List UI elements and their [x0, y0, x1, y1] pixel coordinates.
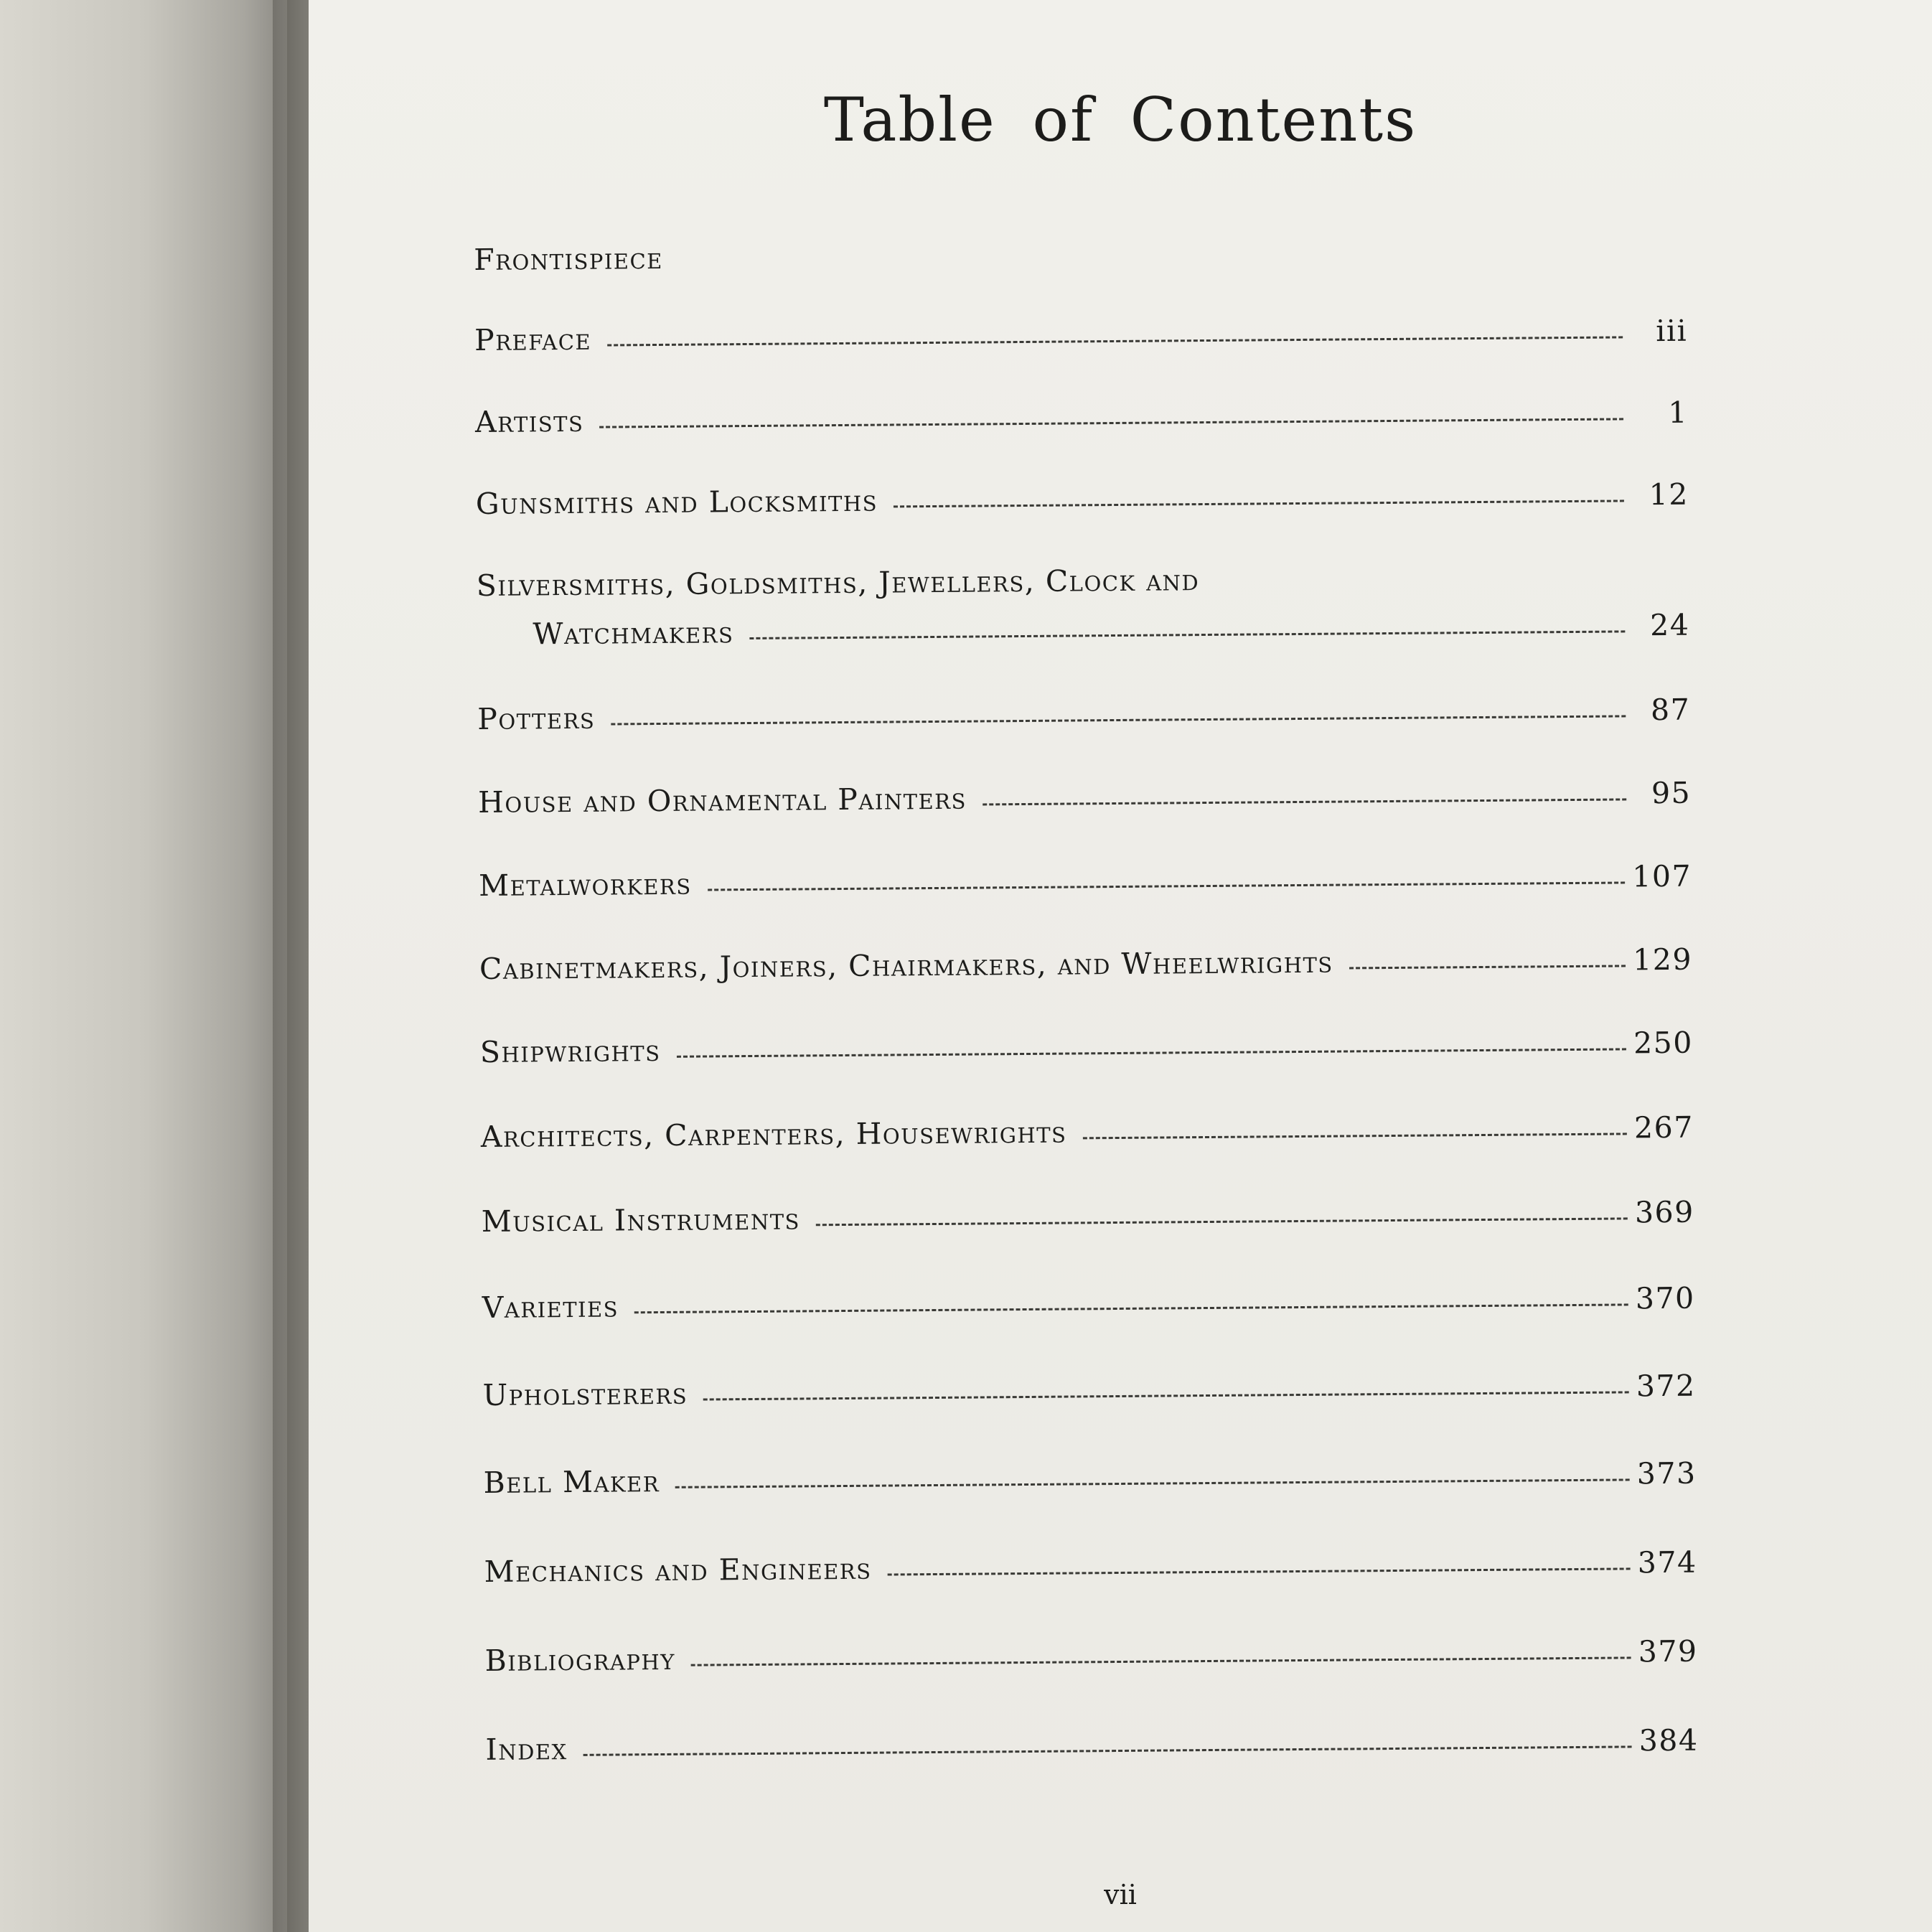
dot-leader [691, 1656, 1631, 1666]
toc-entry-page: 12 [1649, 477, 1689, 512]
toc-entry-page: 379 [1638, 1633, 1698, 1669]
dot-leader [749, 629, 1625, 639]
toc-entry-page: 374 [1637, 1544, 1697, 1580]
toc-entry-label: Bell Maker [483, 1464, 660, 1500]
toc-entry-page: iii [1656, 313, 1688, 349]
toc-entry-silversmiths [477, 559, 1690, 652]
dot-leader [888, 1567, 1631, 1575]
toc-entry-label: Cabinetmakers, Joiners, Chairmakers, and Wheelwrights [479, 944, 1333, 986]
toc-entry-label: Metalworkers [478, 866, 692, 903]
toc-entry-continuation [477, 608, 1689, 652]
dot-leader [1082, 1132, 1627, 1139]
toc-entry-page: 87 [1650, 692, 1691, 728]
toc-list [474, 228, 1699, 1767]
toc-entry-page: 267 [1633, 1110, 1694, 1145]
toc-entry-cabinetmakers [479, 942, 1692, 986]
toc-entry-index [485, 1723, 1698, 1767]
toc-entry-page: 107 [1632, 858, 1692, 894]
toc-entry-label: Musical Instruments [481, 1201, 801, 1239]
dot-leader [599, 417, 1623, 428]
toc-entry-page: 372 [1636, 1368, 1696, 1404]
toc-entry-metalworkers [479, 859, 1692, 903]
toc-entry-painters [478, 776, 1691, 820]
toc-entry-page: 370 [1635, 1280, 1695, 1316]
dot-leader [583, 1745, 1632, 1755]
toc-entry-label: Silversmiths, Goldsmiths, Jewellers, Clock and [476, 563, 1200, 603]
toc-entry-artists [475, 395, 1688, 439]
dot-leader [983, 797, 1626, 805]
toc-entry-label: House and Ornamental Painters [478, 781, 967, 820]
toc-entry-label: Bibliography [484, 1641, 676, 1678]
toc-entry-label: Gunsmiths and Locksmiths [475, 483, 878, 521]
toc-entry-gunsmiths [476, 477, 1689, 521]
toc-entry-mechanics [484, 1545, 1697, 1589]
toc-entry-upholsterers [482, 1369, 1695, 1412]
toc-entry-architects [481, 1110, 1694, 1154]
page-title: Table of Contents [823, 85, 1417, 155]
dot-leader [894, 499, 1624, 507]
toc-entry-page: 95 [1651, 775, 1692, 811]
toc-entry-frontispiece [474, 233, 1687, 277]
toc-entry-musical-instruments [482, 1195, 1694, 1239]
dot-leader [677, 1047, 1627, 1057]
dot-leader [634, 1303, 1628, 1313]
toc-entry-label: Potters [477, 700, 596, 736]
toc-entry-page: 384 [1638, 1722, 1699, 1758]
dot-leader [708, 881, 1626, 891]
toc-entry-page: 373 [1636, 1455, 1697, 1491]
toc-entry-page: 24 [1649, 607, 1690, 643]
toc-entry-bibliography [484, 1634, 1697, 1678]
dot-leader [675, 1478, 1630, 1488]
dot-leader [703, 1390, 1629, 1400]
toc-entry-page: 1 [1668, 395, 1689, 430]
toc-entry-label: Frontispiece [474, 240, 664, 277]
toc-entry-potters [477, 693, 1690, 736]
toc-entry-label: Upholsterers [482, 1376, 688, 1412]
dot-leader [607, 335, 1623, 346]
toc-entry-label: Mechanics and Engineers [484, 1551, 872, 1589]
toc-entry-shipwrights [480, 1026, 1693, 1069]
left-page [0, 0, 287, 1932]
toc-entry-page: 250 [1633, 1025, 1694, 1061]
dot-leader [816, 1216, 1628, 1226]
toc-entry-label-continued: Watchmakers [533, 615, 734, 652]
dot-leader [1349, 964, 1626, 969]
toc-entry-varieties [482, 1281, 1695, 1325]
toc-entry-label: Index [485, 1732, 568, 1767]
toc-entry-preface [474, 314, 1687, 357]
toc-entry-bell-maker [483, 1456, 1696, 1500]
contents-page [309, 0, 1932, 1932]
toc-entry-label: Artists [474, 403, 584, 439]
page-number: vii [1104, 1879, 1137, 1910]
toc-entry-page: 129 [1633, 942, 1693, 977]
dot-leader [611, 714, 1626, 725]
toc-entry-label: Architects, Carpenters, Housewrights [480, 1115, 1067, 1154]
toc-entry-label: Shipwrights [479, 1033, 661, 1069]
toc-entry-label: Varieties [482, 1289, 619, 1325]
toc-entry-label: Preface [474, 322, 592, 357]
toc-entry-page: 369 [1634, 1194, 1694, 1230]
